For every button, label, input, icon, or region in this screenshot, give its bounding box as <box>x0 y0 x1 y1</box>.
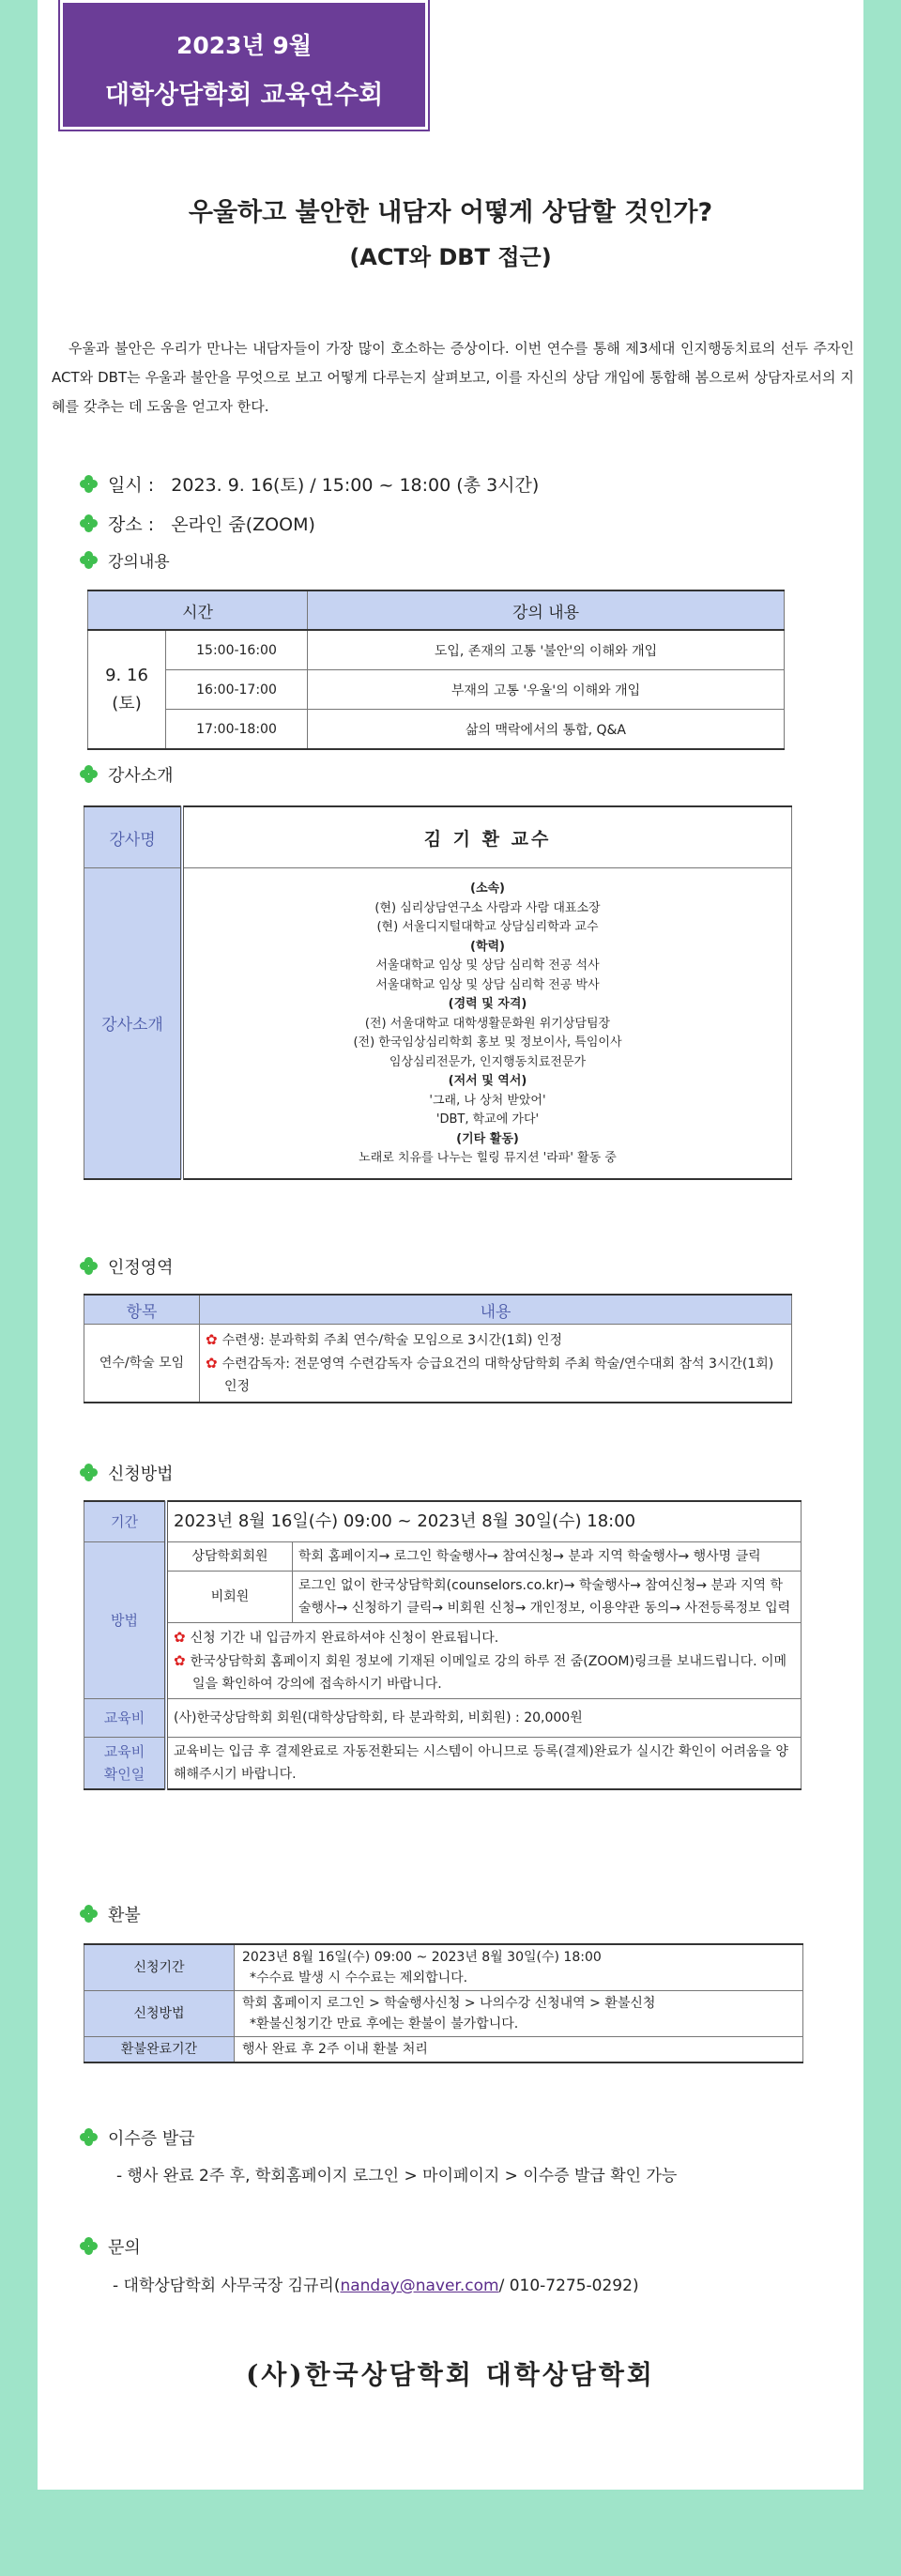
lecture-heading: 강의내용 <box>80 548 170 572</box>
bio-section-title: (소속) <box>470 882 505 896</box>
certificate-text: - 행사 완료 2주 후, 학회홈페이지 로그인 > 마이페이지 > 이수증 발급 확인 가능 <box>116 2167 678 2185</box>
clover-icon <box>80 765 99 784</box>
refund-heading: 환불 <box>80 1902 141 1926</box>
bio-line: (전) 서울대학교 대학생활문화원 위기상담팀장 <box>364 1016 611 1031</box>
refund-table: 신청기간 2023년 8월 16일(수) 09:00 ~ 2023년 8월 30일(수) 18:00 *수수료 발생 시 수수료는 제외합니다. 신청방법 학회 홈페이지 로그인 > 학술행사신청 > 나의수강 신청내역 > 환불신청 *환불신청기간 만료 후에는 환불이 불가합니다. 환불완료기간 행사 완료 후 2주 이내 환불 처리 <box>84 1943 803 2063</box>
clover-icon <box>80 551 99 570</box>
apply-heading: 신청방법 <box>80 1461 174 1485</box>
table-row: 17:00-18:00 삶의 맥락에서의 통합, Q&A <box>88 710 785 750</box>
bio-section-title: (저서 및 역서) <box>448 1074 527 1088</box>
instructor-name-label: 강사명 <box>84 806 183 868</box>
bio-line: '그래, 나 상처 받았어' <box>429 1093 546 1108</box>
bio-line: (현) 심리상담연구소 사람과 사람 대표소장 <box>374 900 601 915</box>
schedule-table <box>87 590 785 750</box>
bio-section-title: (기타 활동) <box>456 1131 519 1146</box>
date-row: 일시 : 2023. 9. 16(토) / 15:00 ~ 18:00 (총 3시간) <box>80 471 539 497</box>
cert-table: 항목 내용 연수/학술 모임 ✿ 수련생: 분과학회 주최 연수/학술 모임으로 3시간(1회) 인정 ✿ 수련감독자: 전문영역 수련감독자 승급요건의 대학상담학회 주최 학술/연수대회 참석 3시간(1회) 인정 <box>84 1294 792 1403</box>
cert-line-trainee: ✿ 수련생: 분과학회 주최 연수/학술 모임으로 3시간(1회) 인정 <box>206 1331 562 1348</box>
bio-section-title: (학력) <box>470 939 505 954</box>
clover-icon <box>80 1905 99 1924</box>
table-row: 9. 16 (토) 15:00-16:00 도입, 존재의 고통 '불안'의 이해와 개입 <box>88 630 785 670</box>
apply-note: ✿ 한국상담학회 홈페이지 회원 정보에 기재된 이메일로 강의 하루 전 줌(ZOOM)링크를 보내드립니다. 이메일을 확인하여 강의에 접속하시기 바랍니다. <box>174 1652 787 1692</box>
certificate-heading: 이수증 발급 <box>80 2125 195 2150</box>
page-subtitle: (ACT와 DBT 접근) <box>349 244 552 270</box>
instructor-heading: 강사소개 <box>80 762 174 787</box>
bio-line: 임상심리전문가, 인지행동치료전문가 <box>389 1054 587 1069</box>
date-value: 2023. 9. 16(토) / 15:00 ~ 18:00 (총 3시간) <box>171 475 540 496</box>
place-row: 장소 : 온라인 줌(ZOOM) <box>80 511 315 536</box>
instructor-bio <box>182 868 792 1179</box>
bio-section-title: (경력 및 자격) <box>448 997 527 1011</box>
instructor-name: 김 기 환 교수 <box>182 806 792 868</box>
organization-footer: (사)한국상담학회 대학상담학회 <box>246 2359 655 2390</box>
flower-icon: ✿ <box>174 1629 186 1646</box>
bio-line: 서울대학교 임상 및 상담 심리학 전공 박사 <box>375 977 600 992</box>
schedule-col-content: 강의 내용 <box>308 590 785 630</box>
apply-confirm: 교육비는 입금 후 결제완료로 자동전환되는 시스템이 아니므로 등록(결제)완료가 실시간 확인이 어려움을 양해해주시기 바랍니다. <box>166 1738 802 1790</box>
banner-date: 2023년 9월 <box>176 32 312 59</box>
schedule-col-time: 시간 <box>88 590 308 630</box>
cert-heading: 인정영역 <box>80 1254 174 1279</box>
apply-period: 2023년 8월 16일(수) 09:00 ~ 2023년 8월 30일(수) 18:00 <box>166 1501 802 1542</box>
instructor-bio-label: 강사소개 <box>84 868 183 1179</box>
banner-title: 대학상담학회 교육연수회 <box>104 81 384 110</box>
bio-line: 서울대학교 임상 및 상담 심리학 전공 석사 <box>375 958 600 973</box>
flower-icon: ✿ <box>206 1331 218 1348</box>
apply-member-steps: 학회 홈페이지→ 로그인 학술행사→ 참여신청→ 분과 지역 학술행사→ 행사명 클릭 <box>293 1542 802 1572</box>
bio-line: (현) 서울디지털대학교 상담심리학과 교수 <box>376 920 599 934</box>
apply-nonmember-steps: 로그인 없이 한국상담학회(counselors.co.kr)→ 학술행사→ 참여신청→ 분과 지역 학술행사→ 신청하기 클릭→ 비회원 신청→ 개인정보, 이용약관 동의→ 사전등록정보 입력 <box>293 1572 802 1623</box>
clover-icon <box>80 475 99 494</box>
apply-table: 기간 2023년 8월 16일(수) 09:00 ~ 2023년 8월 30일(수) 18:00 방법 상담학회회원 학회 홈페이지→ 로그인 학술행사→ 참여신청→ 분과 지역 학술행사→ 행사명 클릭 비회원 로그인 없이 한국상담학회(counselors.co.kr)→ 학술행사→ 참여신청→ 분과 지역 학술행사→ 신청하기 클릭→ 비회원 신청→ 개인정보, 이용약관 동의→ 사전등록정보 입력 ✿ 신청 기간 내 입금까지 완료하셔야 신청이 완료됩니다. ✿ 한국상담학회 홈페이지 회원 정보에 기재된 이메일로 강의 하루 전 줌(ZOOM)링크를 보내드립니다. 이메일을 확인하여 강의에 접속하시기 바랍니다. 교육비 (사)한국상담학회 회원(대학상담학회, 타 분과학회, 비회원) : 20,000원 교육비 확인일 교육비는 입금 후 결제완료로 자동전환되는 시스템이 아니므로 등록(결제)완료가 실시간 확인이 어려움을 양해해주시기 바랍니다. <box>84 1500 802 1790</box>
table-row: 16:00-17:00 부재의 고통 '우울'의 이해와 개입 <box>88 670 785 710</box>
contact-line: - 대학상담학회 사무국장 김규리(nanday@naver.com/ 010-7275-0292) <box>113 2277 639 2295</box>
clover-icon <box>80 2237 99 2256</box>
clover-icon <box>80 2128 99 2147</box>
apply-note: ✿ 신청 기간 내 입금까지 완료하셔야 신청이 완료됩니다. <box>174 1629 499 1646</box>
intro-paragraph: 우울과 불안은 우리가 만나는 내담자들이 가장 많이 호소하는 증상이다. 이번 연수를 통해 제3세대 인지행동치료의 선두 주자인 ACT와 DBT는 우울과 불안을 무엇으로 보고 어떻게 다루는지 살펴보고, 이를 자신의 상담 개입에 통합해 봄으로써 상담자로서의 지혜를 갖추는 데 도움을 얻고자 한다. <box>52 340 854 415</box>
bio-line: (전) 한국임상심리학회 홍보 및 정보이사, 특임이사 <box>353 1035 622 1050</box>
event-banner <box>60 0 428 130</box>
instructor-table <box>84 805 792 1180</box>
contact-heading: 문의 <box>80 2234 141 2259</box>
flower-icon: ✿ <box>206 1355 218 1372</box>
apply-fee: (사)한국상담학회 회원(대학상담학회, 타 분과학회, 비회원) : 20,000원 <box>166 1699 802 1738</box>
cert-line-supervisor: ✿ 수련감독자: 전문영역 수련감독자 승급요건의 대학상담학회 주최 학술/연수대회 참석 3시간(1회) 인정 <box>206 1355 774 1394</box>
bio-line: 노래로 치유를 나누는 힐링 뮤지션 '라파' 활동 중 <box>359 1151 617 1165</box>
flower-icon: ✿ <box>174 1652 186 1669</box>
schedule-day: 9. 16 (토) <box>88 630 166 749</box>
bio-line: 'DBT, 학교에 가다' <box>435 1112 540 1127</box>
clover-icon <box>80 1257 99 1276</box>
contact-email-link[interactable]: nanday@naver.com <box>340 2277 499 2295</box>
clover-icon <box>80 514 99 533</box>
cert-item: 연수/학술 모임 <box>84 1325 200 1403</box>
place-value: 온라인 줌(ZOOM) <box>171 514 315 535</box>
page-title: 우울하고 불안한 내담자 어떻게 상담할 것인가? <box>188 198 713 227</box>
clover-icon <box>80 1464 99 1482</box>
